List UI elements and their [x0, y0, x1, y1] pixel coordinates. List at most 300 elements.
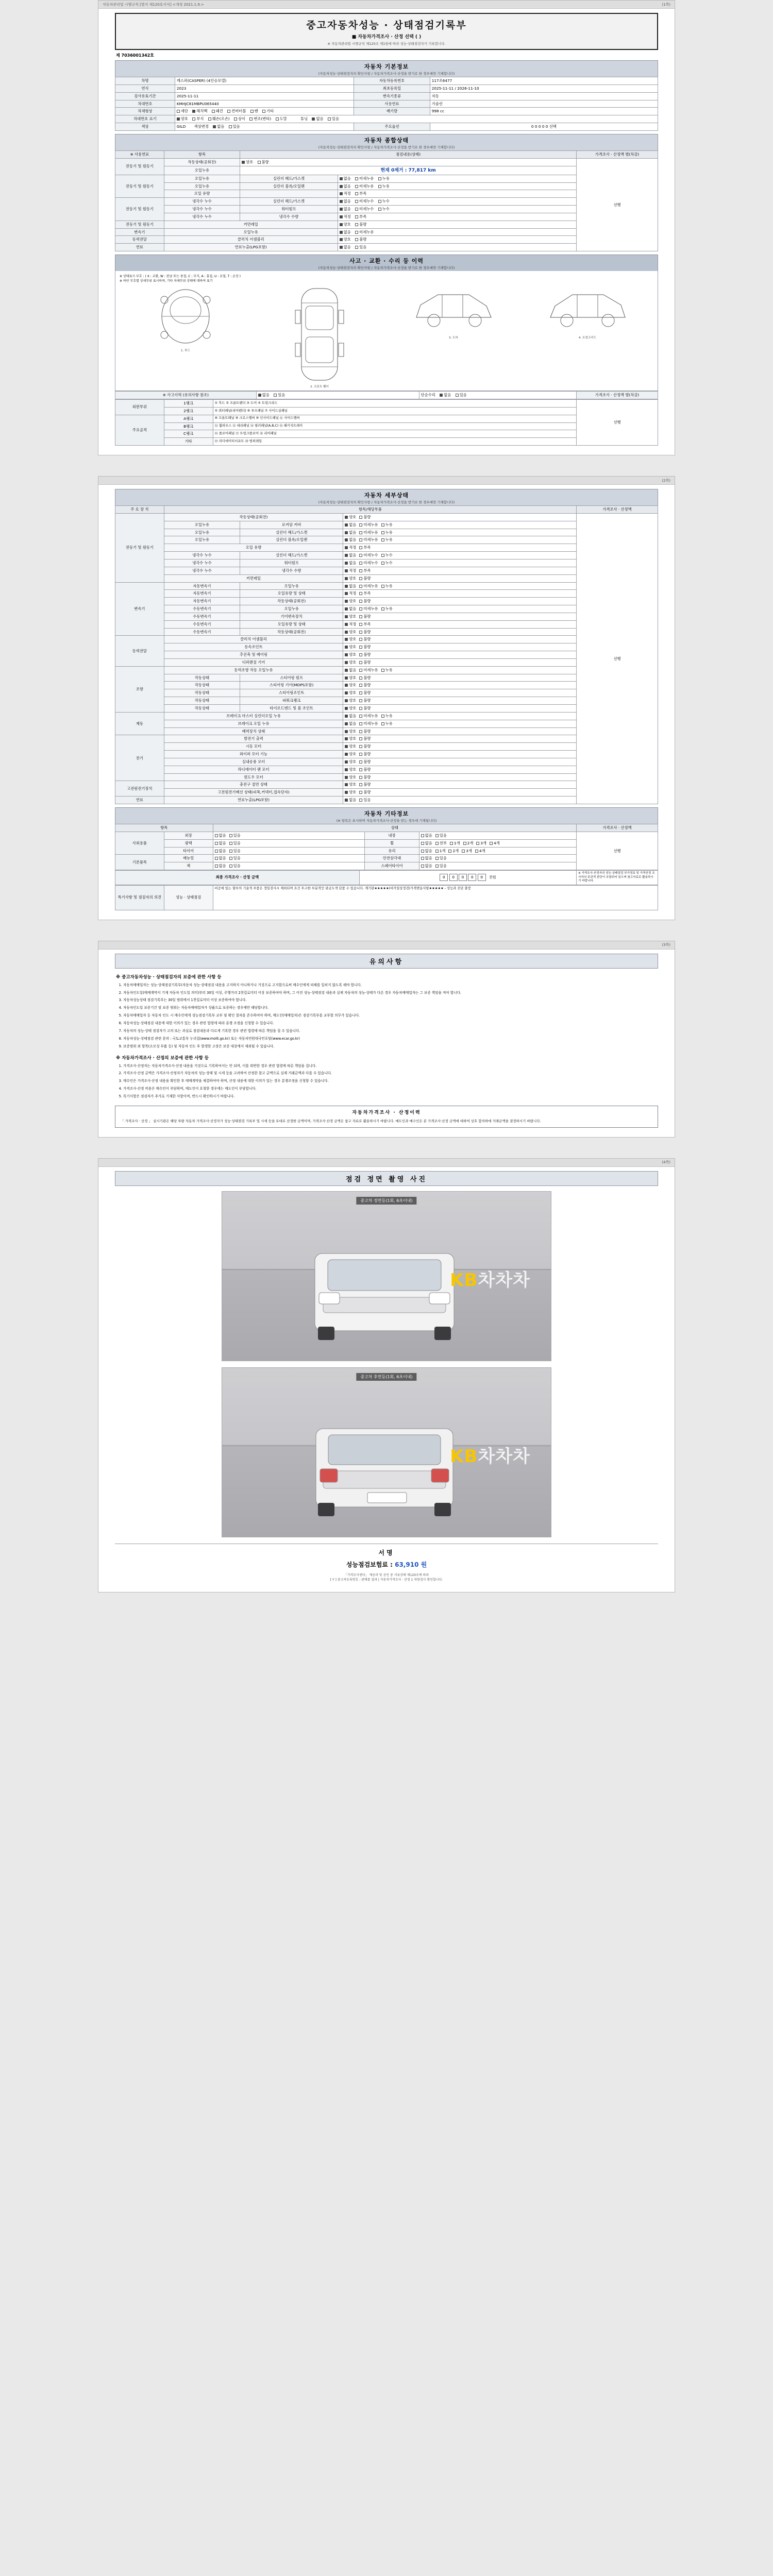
option[interactable] — [435, 863, 447, 869]
detail-options[interactable] — [343, 590, 577, 598]
option[interactable] — [215, 833, 226, 838]
other-options-2[interactable] — [419, 855, 576, 862]
checkbox-icon[interactable] — [345, 546, 348, 549]
other-options-2[interactable] — [419, 847, 576, 855]
other-options[interactable] — [213, 855, 365, 862]
checkbox-icon[interactable] — [359, 585, 362, 588]
option[interactable] — [359, 660, 371, 665]
checkbox-icon[interactable] — [345, 684, 348, 687]
detail-options[interactable] — [343, 789, 577, 796]
checkbox-icon[interactable] — [359, 577, 362, 580]
checkbox-icon[interactable] — [359, 600, 362, 603]
detail-options[interactable] — [343, 781, 577, 789]
checkbox-icon[interactable] — [215, 865, 218, 868]
checkbox-icon[interactable] — [359, 699, 362, 702]
checkbox-icon[interactable] — [345, 799, 348, 802]
option[interactable] — [229, 863, 241, 869]
checkbox-icon[interactable] — [359, 737, 362, 740]
option[interactable] — [359, 690, 371, 696]
checkbox-icon[interactable] — [359, 768, 362, 771]
option[interactable] — [345, 660, 356, 665]
option[interactable] — [215, 856, 226, 861]
detail-options[interactable] — [343, 705, 577, 713]
option[interactable] — [381, 522, 393, 528]
checkbox-icon[interactable] — [475, 850, 478, 853]
checkbox-icon[interactable] — [345, 791, 348, 794]
simple-repair-cell[interactable] — [419, 392, 576, 399]
checkbox-icon[interactable] — [345, 783, 348, 786]
detail-options[interactable] — [343, 720, 577, 727]
option[interactable] — [359, 729, 371, 734]
checkbox-icon[interactable] — [345, 768, 348, 771]
checkbox-icon[interactable] — [359, 661, 362, 664]
detail-options[interactable] — [343, 751, 577, 758]
checkbox-icon[interactable] — [345, 631, 348, 634]
checkbox-icon[interactable] — [345, 577, 348, 580]
checkbox-icon[interactable] — [359, 646, 362, 649]
option[interactable] — [345, 637, 356, 642]
option[interactable] — [359, 584, 378, 589]
checkbox-icon[interactable] — [381, 523, 384, 527]
option[interactable] — [345, 714, 356, 719]
checkbox-icon[interactable] — [381, 562, 384, 565]
checkbox-icon[interactable] — [345, 569, 348, 572]
option[interactable] — [359, 759, 371, 765]
option[interactable] — [345, 522, 356, 528]
checkbox-icon[interactable] — [345, 607, 348, 611]
detail-options[interactable] — [343, 743, 577, 751]
checkbox-icon[interactable] — [345, 646, 348, 649]
option[interactable] — [359, 698, 371, 703]
detail-options[interactable] — [343, 727, 577, 735]
option[interactable] — [381, 606, 393, 612]
checkbox-icon[interactable] — [359, 531, 362, 534]
option[interactable] — [359, 606, 378, 612]
option[interactable] — [345, 515, 356, 520]
checkbox-icon[interactable] — [359, 523, 362, 527]
option[interactable] — [345, 698, 356, 703]
accident-history-label: ※ 사고이력 (유의사항 참조) — [115, 392, 257, 399]
checkbox-icon[interactable] — [345, 531, 348, 534]
detail-options[interactable] — [343, 636, 577, 643]
option[interactable] — [359, 767, 371, 772]
option[interactable] — [359, 721, 378, 726]
ov-opts-7[interactable] — [338, 213, 576, 221]
checkbox-icon[interactable] — [229, 842, 232, 845]
checkbox-icon[interactable] — [448, 850, 451, 853]
option[interactable] — [345, 767, 356, 772]
checkbox-icon[interactable] — [359, 722, 362, 725]
other-options-2[interactable] — [419, 839, 576, 847]
checkbox-icon[interactable] — [345, 523, 348, 527]
detail-options[interactable] — [343, 758, 577, 766]
checkbox-icon[interactable] — [215, 842, 218, 845]
checkbox-icon[interactable] — [359, 669, 362, 672]
checkbox-icon[interactable] — [421, 842, 424, 845]
option[interactable] — [381, 530, 393, 535]
detail-options[interactable] — [343, 559, 577, 567]
detail-options[interactable] — [343, 735, 577, 743]
detail-options[interactable] — [343, 712, 577, 720]
option[interactable] — [345, 645, 356, 650]
option[interactable] — [359, 545, 371, 550]
option[interactable] — [345, 721, 356, 726]
option[interactable] — [359, 790, 371, 795]
checkbox-icon[interactable] — [359, 791, 362, 794]
option[interactable] — [345, 652, 356, 657]
other-item-2: 내장 — [365, 832, 419, 839]
detail-col-0: 주 요 장 치 — [115, 506, 164, 514]
option[interactable] — [476, 841, 486, 846]
detail-options[interactable] — [343, 574, 577, 582]
checkbox-icon[interactable] — [381, 607, 384, 611]
option[interactable] — [359, 576, 371, 581]
option[interactable] — [462, 849, 472, 854]
checkbox-icon[interactable] — [345, 722, 348, 725]
option[interactable] — [345, 668, 356, 673]
checkbox-icon[interactable] — [345, 600, 348, 603]
checkbox-icon[interactable] — [359, 730, 362, 733]
option[interactable] — [345, 759, 356, 765]
ov-opts-8[interactable] — [338, 221, 576, 228]
checkbox-icon[interactable] — [345, 730, 348, 733]
option[interactable] — [359, 645, 371, 650]
detail-options[interactable] — [343, 613, 577, 620]
checkbox-icon[interactable] — [381, 531, 384, 534]
checkbox-icon[interactable] — [345, 638, 348, 641]
checkbox-icon[interactable] — [359, 546, 362, 549]
checkbox-icon[interactable] — [359, 684, 362, 687]
ov-opts-0[interactable] — [240, 158, 577, 166]
detail-sub: (자동차성능·상태점검자의 확인사항 / 자동차가격조사·산정을 받기로 한 경우에만 기재합니다) — [318, 500, 455, 505]
option[interactable] — [345, 553, 356, 558]
checkbox-icon[interactable] — [345, 691, 348, 694]
checkbox-icon[interactable] — [229, 857, 232, 860]
vin-mark-options[interactable] — [175, 115, 658, 123]
option[interactable] — [229, 856, 241, 861]
option[interactable] — [381, 553, 393, 558]
checkbox-icon[interactable] — [359, 707, 362, 710]
checkbox-icon[interactable] — [359, 760, 362, 764]
checkbox-icon[interactable] — [229, 850, 232, 853]
option[interactable] — [345, 530, 356, 535]
detail-subitem: 오일누유 — [240, 605, 343, 613]
other-options[interactable] — [213, 862, 365, 870]
checkbox-icon[interactable] — [381, 715, 384, 718]
detail-options[interactable] — [343, 796, 577, 804]
checkbox-icon[interactable] — [345, 760, 348, 764]
option[interactable] — [345, 775, 356, 780]
checkbox-icon[interactable] — [450, 842, 453, 845]
ov-opts-5[interactable] — [338, 198, 576, 206]
option[interactable] — [359, 599, 371, 604]
option[interactable] — [345, 706, 356, 711]
checkbox-icon[interactable] — [359, 615, 362, 618]
option[interactable] — [345, 545, 356, 550]
option[interactable] — [359, 798, 371, 803]
other-options[interactable] — [213, 847, 365, 855]
checkbox-icon[interactable] — [345, 669, 348, 672]
ov-opts-9[interactable] — [338, 228, 576, 236]
option[interactable] — [359, 530, 378, 535]
checkbox-icon[interactable] — [435, 834, 439, 837]
checkbox-icon[interactable] — [359, 623, 362, 626]
option[interactable] — [345, 683, 356, 688]
ov-opts-6[interactable] — [338, 206, 576, 213]
option[interactable] — [345, 729, 356, 734]
option[interactable] — [359, 752, 371, 757]
opt-label: 2개 — [452, 848, 459, 853]
checkbox-icon[interactable] — [359, 554, 362, 557]
option[interactable] — [381, 561, 393, 566]
detail-options[interactable] — [343, 567, 577, 574]
ov-opts-3[interactable] — [338, 182, 576, 190]
checkbox-icon[interactable] — [435, 857, 439, 860]
checkbox-icon[interactable] — [359, 691, 362, 694]
option[interactable] — [359, 683, 371, 688]
checkbox-icon[interactable] — [345, 745, 348, 748]
checkbox-icon[interactable] — [435, 865, 439, 868]
option[interactable] — [359, 561, 378, 566]
detail-options[interactable] — [343, 658, 577, 666]
option[interactable] — [359, 736, 371, 741]
detail-options[interactable] — [343, 643, 577, 651]
detail-options[interactable] — [343, 674, 577, 682]
checkbox-icon[interactable] — [345, 554, 348, 557]
other-options[interactable] — [213, 839, 365, 847]
checkbox-icon[interactable] — [345, 516, 348, 519]
ov-opts-16[interactable] — [338, 236, 576, 244]
option[interactable] — [345, 798, 356, 803]
checkbox-icon[interactable] — [215, 857, 218, 860]
option[interactable] — [381, 721, 393, 726]
option[interactable] — [421, 863, 432, 869]
option[interactable] — [215, 849, 226, 854]
opt-label: 없음 — [349, 553, 357, 558]
checkbox-icon[interactable] — [359, 653, 362, 656]
detail-options[interactable] — [343, 689, 577, 697]
option[interactable] — [490, 841, 500, 846]
option[interactable] — [345, 576, 356, 581]
checkbox-icon[interactable] — [359, 562, 362, 565]
basic-info-sub: (자동차성능·상태점검자의 확인사항 / 자동차가격조사·산정을 받기로 한 경우에만 기재합니다) — [318, 72, 455, 76]
checkbox-icon[interactable] — [345, 653, 348, 656]
checkbox-icon[interactable] — [421, 834, 424, 837]
option[interactable] — [435, 849, 446, 854]
option[interactable] — [345, 537, 356, 543]
option[interactable] — [345, 584, 356, 589]
checkbox-icon[interactable] — [345, 676, 348, 680]
checkbox-icon[interactable] — [463, 842, 466, 845]
detail-options[interactable] — [343, 697, 577, 705]
option[interactable] — [359, 515, 371, 520]
option[interactable] — [359, 775, 371, 780]
car-diagram-side-left — [388, 285, 519, 340]
detail-options[interactable] — [343, 536, 577, 544]
checkbox-icon[interactable] — [359, 516, 362, 519]
detail-options[interactable] — [343, 773, 577, 781]
detail-options[interactable] — [343, 651, 577, 659]
option[interactable] — [359, 706, 371, 711]
other-options[interactable] — [213, 832, 365, 839]
ov-opts-2[interactable] — [338, 175, 576, 182]
accident-history-options[interactable] — [256, 392, 419, 399]
checkbox-icon[interactable] — [345, 699, 348, 702]
checkbox-icon[interactable] — [359, 638, 362, 641]
checkbox-icon[interactable] — [435, 850, 439, 853]
checkbox-icon[interactable] — [359, 799, 362, 802]
option[interactable] — [421, 849, 432, 854]
checkbox-icon[interactable] — [345, 623, 348, 626]
option[interactable] — [381, 537, 393, 543]
checkbox-icon[interactable] — [229, 834, 232, 837]
option[interactable] — [345, 591, 356, 596]
option[interactable] — [345, 561, 356, 566]
option[interactable] — [229, 841, 241, 846]
option[interactable] — [359, 675, 371, 681]
option[interactable] — [359, 714, 378, 719]
checkbox-icon[interactable] — [359, 783, 362, 786]
basic-label2-0: 자동차등록번호 — [354, 77, 430, 85]
checkbox-icon[interactable] — [345, 661, 348, 664]
checkbox-icon[interactable] — [359, 676, 362, 680]
checkbox-icon[interactable] — [421, 850, 424, 853]
checkbox-icon[interactable] — [215, 850, 218, 853]
checkbox-icon[interactable] — [359, 753, 362, 756]
option[interactable] — [448, 849, 459, 854]
option[interactable] — [345, 614, 356, 619]
detail-options[interactable] — [343, 620, 577, 628]
option[interactable] — [359, 568, 371, 573]
checkbox-icon[interactable] — [359, 715, 362, 718]
checkbox-icon[interactable] — [229, 865, 232, 868]
checkbox-icon[interactable] — [381, 585, 384, 588]
option[interactable] — [359, 591, 371, 596]
detail-options[interactable] — [343, 552, 577, 560]
option[interactable] — [359, 630, 371, 635]
option[interactable] — [359, 744, 371, 749]
option[interactable] — [435, 856, 447, 861]
checkbox-icon[interactable] — [345, 538, 348, 541]
detail-options[interactable] — [343, 544, 577, 552]
option[interactable] — [381, 668, 393, 673]
option[interactable] — [345, 622, 356, 627]
checkbox-icon[interactable] — [345, 585, 348, 588]
detail-options[interactable] — [343, 666, 577, 674]
checkbox-icon[interactable] — [359, 569, 362, 572]
option[interactable] — [359, 652, 371, 657]
checkbox-icon[interactable] — [359, 631, 362, 634]
option[interactable] — [345, 690, 356, 696]
option[interactable] — [345, 568, 356, 573]
detail-options[interactable] — [343, 529, 577, 536]
option[interactable] — [421, 856, 432, 861]
checkbox-icon[interactable] — [421, 857, 424, 860]
checkbox-icon[interactable] — [490, 842, 493, 845]
checkbox-icon[interactable] — [345, 592, 348, 595]
option[interactable] — [229, 833, 241, 838]
checkbox-icon[interactable] — [345, 753, 348, 756]
checkbox-icon[interactable] — [345, 776, 348, 779]
checkbox-icon[interactable] — [215, 834, 218, 837]
option[interactable] — [215, 841, 226, 846]
option[interactable] — [475, 849, 485, 854]
option[interactable] — [345, 752, 356, 757]
option[interactable] — [463, 841, 474, 846]
checkbox-icon[interactable] — [359, 607, 362, 611]
option[interactable] — [345, 736, 356, 741]
option[interactable] — [421, 833, 432, 838]
option[interactable] — [381, 714, 393, 719]
option[interactable] — [435, 833, 447, 838]
detail-options[interactable] — [343, 605, 577, 613]
checkbox-icon[interactable] — [359, 538, 362, 541]
option[interactable] — [359, 614, 371, 619]
checkbox-icon[interactable] — [345, 737, 348, 740]
option[interactable] — [229, 849, 241, 854]
detail-options[interactable] — [343, 766, 577, 773]
other-options-2[interactable] — [419, 832, 576, 839]
checkbox-icon[interactable] — [435, 842, 439, 845]
checkbox-icon[interactable] — [381, 669, 384, 672]
option[interactable] — [359, 537, 378, 543]
checkbox-icon[interactable] — [345, 715, 348, 718]
option[interactable] — [359, 522, 378, 528]
ov-opts-37[interactable] — [338, 244, 576, 251]
option[interactable] — [359, 637, 371, 642]
option[interactable] — [345, 606, 356, 612]
checkbox-icon[interactable] — [359, 745, 362, 748]
detail-options[interactable] — [343, 628, 577, 636]
option[interactable] — [345, 790, 356, 795]
option[interactable] — [359, 782, 371, 787]
checkbox-icon[interactable] — [359, 776, 362, 779]
option[interactable] — [215, 863, 226, 869]
detail-options[interactable] — [343, 513, 577, 521]
option[interactable] — [421, 841, 432, 846]
detail-options[interactable] — [343, 598, 577, 605]
checkbox-icon[interactable] — [359, 592, 362, 595]
detail-options[interactable] — [343, 521, 577, 529]
option[interactable] — [359, 553, 378, 558]
option[interactable] — [359, 668, 378, 673]
checkbox-icon[interactable] — [381, 538, 384, 541]
checkbox-icon[interactable] — [476, 842, 479, 845]
checkbox-icon[interactable] — [462, 850, 465, 853]
checkbox-icon[interactable] — [381, 554, 384, 557]
option[interactable] — [359, 622, 371, 627]
checkbox-icon[interactable] — [345, 707, 348, 710]
checkbox-icon[interactable] — [345, 562, 348, 565]
option[interactable] — [345, 744, 356, 749]
checkbox-icon[interactable] — [381, 722, 384, 725]
option[interactable] — [345, 630, 356, 635]
body-shape-options[interactable] — [175, 108, 354, 115]
ov-opts-4[interactable] — [338, 190, 576, 198]
option[interactable] — [450, 841, 460, 846]
parts-rank-1: 2랭크 — [164, 407, 213, 415]
checkbox-icon[interactable] — [345, 615, 348, 618]
option[interactable] — [345, 675, 356, 681]
option[interactable] — [345, 782, 356, 787]
checkbox-icon[interactable] — [421, 865, 424, 868]
other-options-2[interactable] — [419, 862, 576, 870]
detail-options[interactable] — [343, 582, 577, 590]
detail-options[interactable] — [343, 682, 577, 689]
option[interactable] — [435, 841, 447, 846]
option[interactable] — [345, 599, 356, 604]
option[interactable] — [381, 584, 393, 589]
